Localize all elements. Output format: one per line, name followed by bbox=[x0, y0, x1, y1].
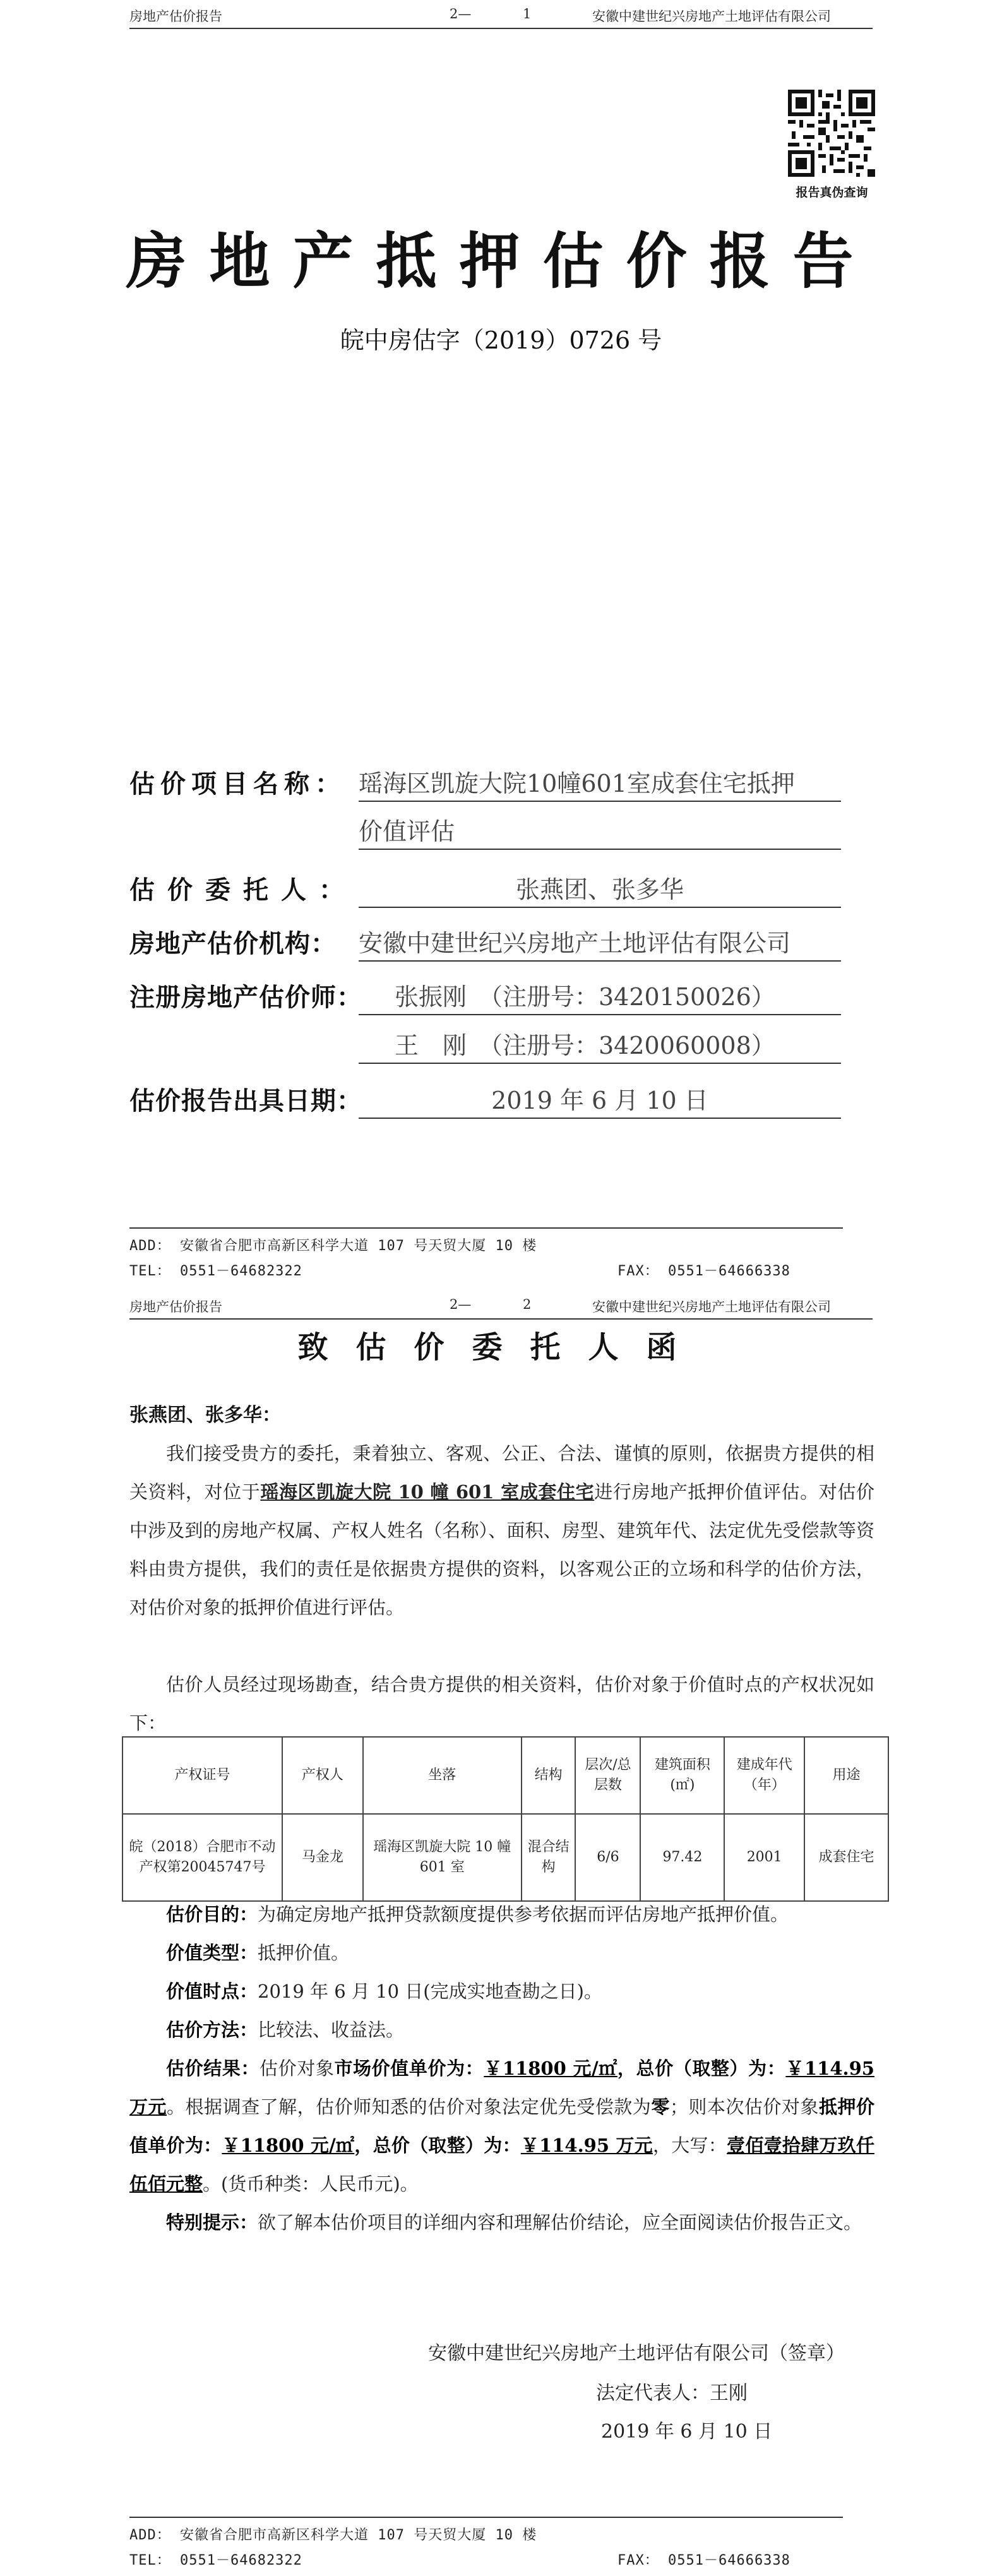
header-rule bbox=[129, 1318, 873, 1320]
header-company: 安徽中建世纪兴房地产土地评估有限公司 bbox=[592, 1299, 831, 1315]
value-time-value: 2019 年 6 月 10 日(完成实地查勘之日)。 bbox=[258, 1981, 602, 2002]
header-rule bbox=[129, 28, 873, 29]
value-type-line bbox=[129, 1934, 874, 1972]
special-note-value: 欲了解本估价项目的详细内容和理解估价结论，应全面阅读估价报告正文。 bbox=[258, 2212, 862, 2233]
value-time-line bbox=[129, 1972, 874, 2011]
cell-structure: 混合结构 bbox=[522, 1814, 576, 1901]
col-floor: 层次/总层数 bbox=[575, 1737, 640, 1814]
result-market-unit-price: ￥11800 元/㎡ bbox=[484, 2058, 617, 2079]
footer-rule bbox=[129, 2517, 843, 2518]
cell-usage: 成套住宅 bbox=[804, 1814, 888, 1901]
method-line bbox=[129, 2011, 874, 2049]
result-mortgage-label: 抵押价值单价为： bbox=[129, 2096, 874, 2156]
footer-fax: FAX： 0551－64666338 bbox=[617, 1263, 790, 1279]
result-total-label-1: ，总价（取整）为： bbox=[617, 2058, 786, 2079]
col-cert-no: 产权证号 bbox=[122, 1737, 282, 1814]
col-structure: 结构 bbox=[522, 1737, 576, 1814]
intro-property-address: 瑶海区凯旋大院 10 幢 601 室成套住宅 bbox=[260, 1481, 595, 1503]
property-table bbox=[122, 1736, 889, 1902]
special-note bbox=[129, 2203, 874, 2242]
method-value: 比较法、收益法。 bbox=[258, 2019, 405, 2041]
table-header-row bbox=[122, 1737, 888, 1814]
signature-company: 安徽中建世纪兴房地产土地评估有限公司（签章） bbox=[428, 2342, 845, 2364]
appraiser-underline-2 bbox=[359, 1063, 841, 1064]
appraiser-2: 王 刚 （注册号：3420060008） bbox=[395, 1032, 775, 1059]
appraiser-1: 张振刚 （注册号：3420150026） bbox=[395, 983, 775, 1011]
header-page-prefix: 2— bbox=[450, 1297, 472, 1312]
footer-tel: TEL： 0551－64682322 bbox=[129, 2553, 302, 2568]
salutation: 张燕团、张多华： bbox=[129, 1404, 281, 1426]
agency-underline bbox=[359, 960, 841, 962]
agency-label: 房地产估价机构： bbox=[129, 929, 337, 958]
result-total-label-2: ，总价（取整）为： bbox=[354, 2135, 521, 2156]
cell-owner: 马金龙 bbox=[282, 1814, 363, 1901]
result-text-6: 。根据调查了解，估价师知悉的估价对象法定优先受偿款为 bbox=[167, 2096, 652, 2118]
document-number: 皖中房估字（2019）0726 号 bbox=[340, 326, 662, 354]
header-company: 安徽中建世纪兴房地产土地评估有限公司 bbox=[592, 9, 831, 24]
project-label: 估价项目名称： bbox=[129, 769, 346, 799]
result-text-15: 。(货币种类：人民币元)。 bbox=[203, 2173, 419, 2195]
header-doc-type: 房地产估价报告 bbox=[129, 1299, 222, 1315]
qr-caption: 报告真伪查询 bbox=[796, 186, 868, 200]
result-market-total: ￥114.95 万元 bbox=[129, 2058, 874, 2118]
col-year: 建成年代（年） bbox=[724, 1737, 804, 1814]
result-amount-in-words: 壹佰壹拾肆万玖仟伍佰元整 bbox=[129, 2135, 874, 2195]
cell-cert-no: 皖（2018）合肥市不动产权第20045747号 bbox=[122, 1814, 282, 1901]
col-location: 坐落 bbox=[363, 1737, 522, 1814]
date-value: 2019 年 6 月 10 日 bbox=[491, 1087, 708, 1114]
appraiser-label: 注册房地产估价师： bbox=[129, 982, 362, 1012]
date-label: 估价报告出具日期： bbox=[129, 1086, 362, 1116]
footer-address: ADD： 安徽省合肥市高新区科学大道 107 号天贸大厦 10 楼 bbox=[129, 2527, 537, 2543]
qr-code-icon bbox=[788, 90, 875, 177]
intro-paragraph bbox=[129, 1434, 874, 1627]
table-row bbox=[122, 1814, 888, 1901]
purpose-label: 估价目的： bbox=[166, 1904, 258, 1925]
result-market-label: 市场价值单价为： bbox=[334, 2058, 484, 2079]
cell-location: 瑶海区凯旋大院 10 幢 601 室 bbox=[363, 1814, 522, 1901]
signature-representative: 法定代表人：王刚 bbox=[596, 2382, 748, 2404]
letter-title: 致估价委托人函 bbox=[297, 1330, 705, 1365]
signature-date: 2019 年 6 月 10 日 bbox=[601, 2421, 773, 2443]
header-page-number: 1 bbox=[523, 6, 532, 21]
purpose-value: 为确定房地产抵押贷款额度提供参考依据而评估房地产抵押价值。 bbox=[258, 1904, 789, 1925]
cell-year: 2001 bbox=[724, 1814, 804, 1901]
result-text-13: ，大写： bbox=[652, 2135, 727, 2156]
value-type-value: 抵押价值。 bbox=[258, 1942, 350, 1964]
intro-text-a: 我们接受贵方的委托，秉着独立、客观、公正、合法、谨慎的原则，依据贵方提供的相关资料，对位于 bbox=[129, 1443, 874, 1503]
footer-tel: TEL： 0551－64682322 bbox=[129, 1263, 302, 1279]
result-priority-amount: 零 bbox=[651, 2096, 670, 2118]
col-usage: 用途 bbox=[804, 1737, 888, 1814]
special-note-label: 特别提示： bbox=[166, 2212, 258, 2233]
client-label: 估价委托人： bbox=[129, 875, 357, 905]
agency-value: 安徽中建世纪兴房地产土地评估有限公司 bbox=[359, 929, 791, 957]
header-page-prefix: 2— bbox=[450, 6, 472, 21]
col-owner: 产权人 bbox=[282, 1737, 363, 1814]
report-title: 房地产抵押估价报告 bbox=[126, 225, 876, 297]
col-area: 建筑面积(㎡) bbox=[640, 1737, 724, 1814]
footer-address: ADD： 安徽省合肥市高新区科学大道 107 号天贸大厦 10 楼 bbox=[129, 1238, 537, 1254]
survey-paragraph: 估价人员经过现场勘查，结合贵方提供的相关资料，估价对象于价值时点的产权状况如下： bbox=[129, 1674, 874, 1734]
intro-text-c: 进行房地产抵押价值评估。对估价中涉及到的房地产权属、产权人姓名（名称）、面积、房型、建筑年代、法定优先受偿款等资料由贵方提供，我们的责任是依据贵方提供的资料，以客观公正的立场和科学的估价方法，对估价对象的抵押价值进行评估。 bbox=[129, 1481, 874, 1618]
appraiser-underline-1 bbox=[359, 1014, 841, 1015]
result-paragraph bbox=[129, 2049, 874, 2203]
cell-floor: 6/6 bbox=[575, 1814, 640, 1901]
client-value: 张燕团、张多华 bbox=[515, 876, 684, 903]
result-mortgage-total: ￥114.95 万元 bbox=[520, 2135, 653, 2156]
project-value-line1: 瑶海区凯旋大院10幢601室成套住宅抵押 bbox=[359, 770, 795, 797]
cell-area: 97.42 bbox=[640, 1814, 724, 1901]
footer-fax: FAX： 0551－64666338 bbox=[617, 2553, 790, 2568]
header-page-number: 2 bbox=[523, 1297, 532, 1312]
footer-rule bbox=[129, 1227, 843, 1229]
date-underline bbox=[359, 1118, 841, 1119]
result-label: 估价结果： bbox=[166, 2058, 260, 2079]
client-underline bbox=[359, 907, 841, 908]
method-label: 估价方法： bbox=[166, 2019, 258, 2041]
value-time-label: 价值时点： bbox=[166, 1981, 258, 2002]
header-doc-type: 房地产估价报告 bbox=[129, 9, 222, 24]
project-underline-1 bbox=[359, 801, 841, 802]
value-type-label: 价值类型： bbox=[166, 1942, 258, 1964]
result-text-1: 估价对象 bbox=[259, 2058, 335, 2079]
project-value-line2: 价值评估 bbox=[359, 818, 455, 845]
purpose-line bbox=[129, 1895, 874, 1934]
result-text-8: ；则本次估价对象 bbox=[669, 2096, 819, 2118]
project-underline-2 bbox=[359, 849, 841, 850]
result-mortgage-unit-price: ￥11800 元/㎡ bbox=[222, 2135, 355, 2156]
